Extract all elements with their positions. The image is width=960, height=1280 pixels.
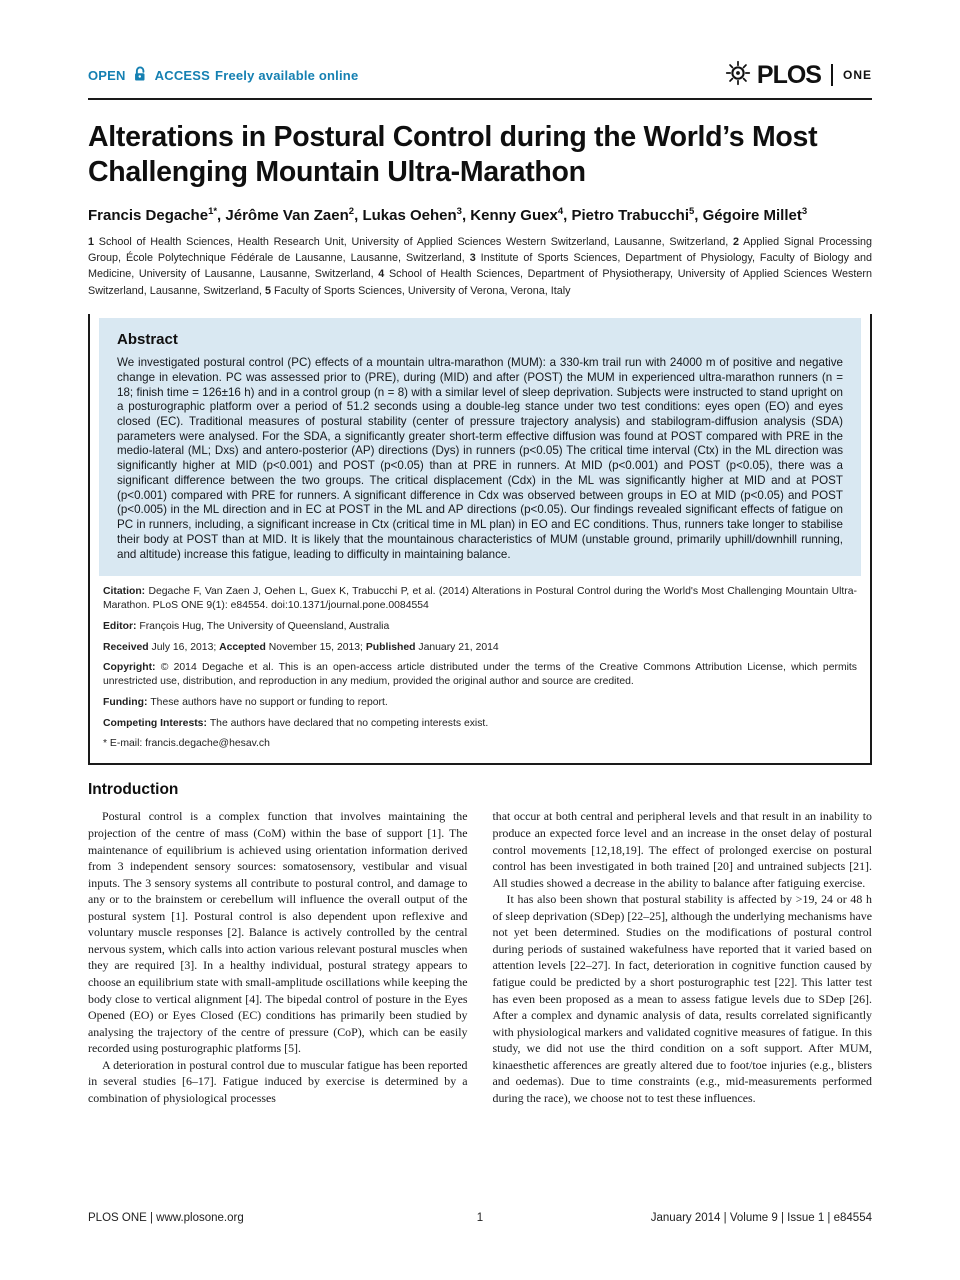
- author: Kenny Guex$^4$,: [470, 205, 572, 224]
- corresponding-email: francis.degache@hesav.ch: [145, 738, 270, 750]
- intro-paragraph-2: A deterioration in postural control due to muscular fatigue has been reported in several studies [6–17]. Fatigue induced by exercise is determined by a combination of physiological processes: [88, 1057, 468, 1105]
- author-affiliation-sup: 5: [689, 205, 695, 217]
- footer-journal-url: PLOS ONE | www.plosone.org: [88, 1212, 244, 1224]
- abstract-body: We investigated postural control (PC) effects of a mountain ultra-marathon (MUM): a 330-km trail run with 24000 m of positive and negative change in elevation. PC was assessed prior to (PRE), during (MID) and after (POST) the MUM in experienced ultra-marathon runners (n = 18; finish time = 126±16 h) and in a control group (n = 8) with a similar level of sleep deprivation. Subjects were instructed to stand upright on a posturographic platform over a period of 51.2 seconds using a double-leg stance under two test conditions: eyes open (EO) and eyes closed (EC). Traditional measures of postural stability (center of pressure trajectory analysis) and stabilogram-diffusion analysis (SDA) parameters were analysed. For the SDA, a significantly greater short-term effective diffusion was found at POST compared with PRE in the medio-lateral (ML; Dxs) and antero-posterior (AP) directions (Dys) in runners (p<0.05) The critical time interval (Ctx) in the ML direction was significantly higher at MID (p<0.001) and POST (p<0.05) than at PRE in runners. At MID (p<0.001) and POST (p<0.05), there was a significant difference between the two groups. The critical displacement (Cdx) in the ML was significantly higher at MID and at POST (p<0.001) compared with PRE for runners. A significant difference in Cdx was observed between groups in EO at MID (p<0.05) and POST (p<0.005) in the ML direction and in EC at POST in the ML and AP directions (p<0.05). Our findings revealed significant effects of fatigue on PC in runners, including, a significant increase in Ctx (critical time in ML plan) in EO and EC conditions. Thus, runners take longer to stabilise their body at POST than at MID. It is likely that the mountainous characteristics of MUM (unstable ground, primarily uphill/downhill running, and altitude) increase this fatigue, leading to difficulty in maintaining balance.: [117, 356, 843, 561]
- author: Jérôme Van Zaen$^2$,: [225, 205, 363, 224]
- open-lock-icon: [133, 66, 148, 85]
- intro-paragraph-2-continued: that occur at both central and peripheral levels and that result in an inability to produce an expected force level and an increase in the onset delay of postural control movements [12,18,19]. The effect of prolonged exercise on postural control has been investigated in both trained [20] and untrained subjects [21]. All studies showed a decrease in the ability to balance after fatiguing exercise.: [492, 809, 872, 890]
- header-rule: [88, 98, 872, 100]
- author: Pietro Trabucchi$^5$,: [571, 205, 703, 224]
- author-affiliation-sup: 2: [348, 205, 355, 217]
- editor-line: Editor: François Hug, The University of Queensland, Australia: [103, 621, 390, 632]
- plos-gear-icon: [725, 60, 751, 91]
- dates-line: Received July 16, 2013; Accepted November 15, 2013; Published January 21, 2014: [103, 641, 499, 653]
- front-matter-box: [88, 314, 872, 765]
- author: Francis Degache$^{1*}$,: [88, 205, 226, 224]
- author: Gégoire Millet$^3$: [702, 205, 808, 224]
- author-affiliation-sup: 1*: [208, 205, 218, 217]
- abstract-heading: Abstract: [117, 331, 178, 349]
- citation-metadata: [99, 576, 861, 759]
- introduction-heading: Introduction: [88, 781, 179, 799]
- intro-paragraph-1: Postural control is a complex function that involves maintaining the projection of the centre of mass (CoM) within the base of support [1]. The maintenance of equilibrium is achieved using orientation information derived from 3 independent sensory sources: somatosensory, vestibular and visual inputs. The 3 sensory systems all contribute to postural control, and damage to any or to the brainstem or cerebellum will influence the overall output of the postural system [1]. Postural control is also dependent upon reflexive and voluntary muscle responses [2]. Balance is actively controlled by the central nervous system, which calls into action various relevant postural muscles when they are required [3]. In a healthy individual, postural strategy appears to choose an equilibrium state with small-amplitude oscillations while keeping the body close to vertical alignment [4]. The bipedal control of posture in the Eyes Opened (EO) or Eyes Closed (EC) conditions has primarily been studied by analysing the trajectory of the centre of pressure (CoP), which can be easily recorded using posturographic platforms [5].: [88, 809, 468, 1056]
- open-access-banner: [88, 66, 358, 85]
- article-body: [88, 781, 872, 1106]
- author-affiliation-sup: 3: [801, 205, 808, 217]
- citation-line: Citation: Degache F, Van Zaen J, Oehen L, Guex K, Trabucchi P, et al. (2014) Alterations in Postural Control during the World's Most Challenging Mountain Ultra-Marathon. PLoS ONE 9(1): e84554. doi:10.1371/journal.pone.0084554: [103, 586, 857, 612]
- plos-logo: [725, 60, 872, 91]
- author-affiliation-sup: 4: [557, 205, 564, 217]
- affiliation-list: 1 School of Health Sciences, Health Research Unit, University of Applied Sciences Western Switzerland, Lausanne, Switzerland, 2 Applied Signal Processing Group, École Polytechnique Fédérale de Lausanne, Lausanne, Switzerland, 3 Institute of Sports Sciences, Department of Physiology, Faculty of Biology and Medicine, University of Lausanne, Lausanne, Switzerland, 4 School of Health Sciences, Department of Physiotherapy, University of Applied Sciences Western Switzerland, Lausanne, Switzerland, 5 Faculty of Sports Sciences, University of Verona, Verona, Italy: [88, 235, 872, 297]
- author: Lukas Oehen$^3$,: [362, 205, 471, 224]
- open-access-access-label: ACCESS: [154, 67, 211, 83]
- right-column: [493, 781, 873, 1106]
- journal-edition: ONE: [842, 68, 872, 82]
- page-footer: [88, 1212, 872, 1224]
- author-list: [88, 206, 872, 224]
- open-access-open-label: OPEN: [88, 67, 126, 83]
- open-access-tagline: Freely available online: [215, 67, 359, 83]
- intro-paragraph-3: It has also been shown that postural stability is affected by >19, 24 or 48 h of sleep deprivation (SDep) [22–25], although the underlying mechanisms have not yet been determined. Studies on the modifications of postural control during periods of sustained wakefulness have reported that it varied based on attention levels [22–27]. In fact, deterioration in cognitive function caused by fatigue could be predicted by a short posturographic test [22]. This latter test has even been proposed as a mean to assess fatigue levels due to SDep [26]. After a complex and dynamic analysis of data, results correlated significantly with physiological markers and validated cognitive measures of fatigue. In this study, we did not use the third condition on a soft support. After MUM, kinaesthetic afferences are greatly altered due to foot/toe injuries (e.g., blisters and oedemas). Due to time constraints (e.g., mid-measurements performed during the race), we choose not to test these influences.: [492, 892, 872, 1105]
- logo-divider: [831, 64, 833, 86]
- footer-issue-info: January 2014 | Volume 9 | Issue 1 | e84554: [650, 1212, 872, 1224]
- footer-page-number: 1: [476, 1212, 484, 1224]
- email-line: * E-mail: francis.degache@hesav.ch: [103, 738, 270, 750]
- abstract-section: [99, 318, 861, 576]
- journal-name: PLOS: [756, 60, 821, 89]
- left-column: [88, 781, 468, 1106]
- article-title: Alterations in Postural Control during the World’s Most Challenging Mountain Ultra-Marathon: [88, 121, 818, 188]
- competing-interests-line: Competing Interests: The authors have declared that no competing interests exist.: [103, 717, 489, 729]
- funding-line: Funding: These authors have no support or funding to report.: [103, 697, 388, 709]
- copyright-line: Copyright: © 2014 Degache et al. This is an open-access article distributed under the terms of the Creative Commons Attribution License, which permits unrestricted use, distribution, and reproduction in any medium, provided the original author and source are credited.: [103, 662, 857, 688]
- author-affiliation-sup: 3: [456, 205, 462, 217]
- top-bar: [88, 60, 872, 90]
